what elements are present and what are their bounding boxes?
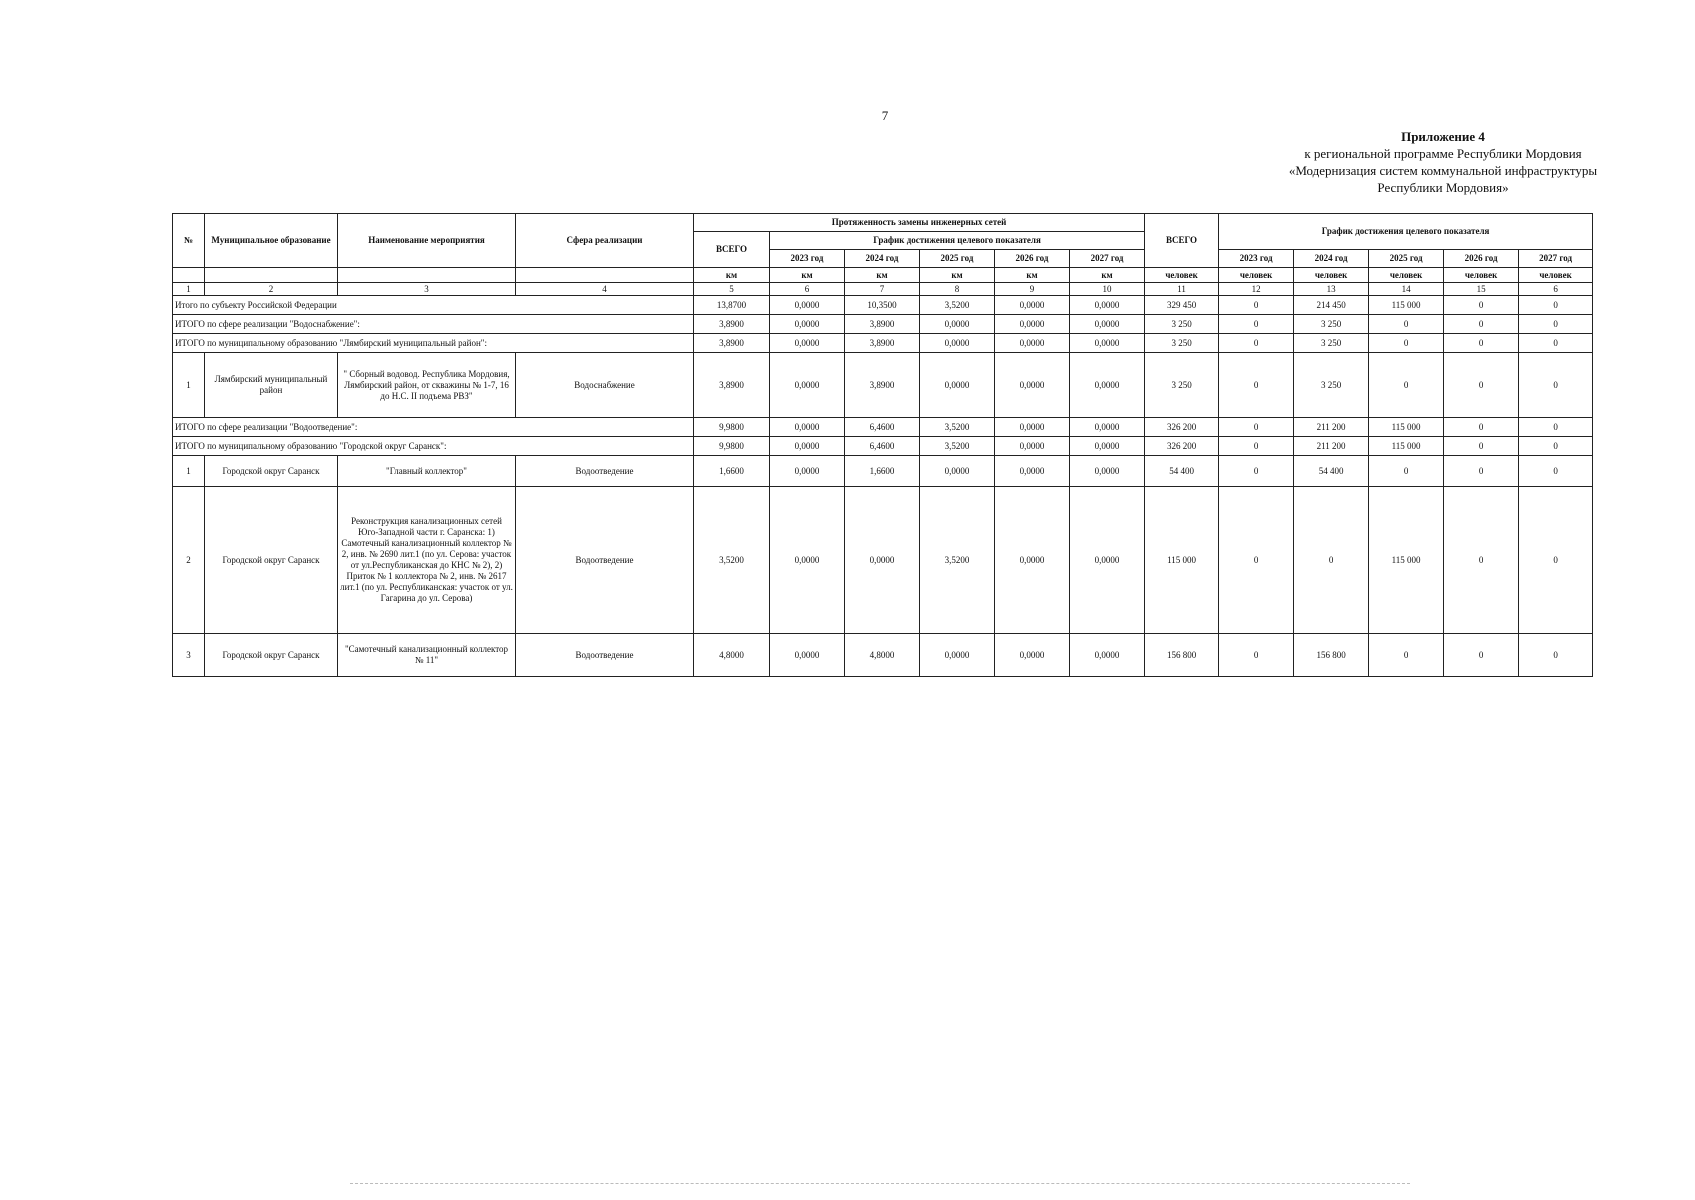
value-cell: 0 <box>1444 353 1519 418</box>
value-cell: 0,0000 <box>995 334 1070 353</box>
header-km-year: 2024 год <box>845 250 920 268</box>
unit-km: км <box>1070 268 1145 283</box>
value-cell: 0 <box>1519 437 1593 456</box>
value-cell: 115 000 <box>1369 296 1444 315</box>
units-blank <box>338 268 516 283</box>
value-cell: 0 <box>1219 353 1294 418</box>
value-cell: 54 400 <box>1294 456 1369 487</box>
value-cell: 6,4600 <box>845 418 920 437</box>
value-cell: 326 200 <box>1145 418 1219 437</box>
value-cell: 0,0000 <box>1070 296 1145 315</box>
value-cell: 0,0000 <box>770 334 845 353</box>
value-cell: 0 <box>1519 487 1593 634</box>
value-cell: 1,6600 <box>845 456 920 487</box>
unit-people: человек <box>1145 268 1219 283</box>
value-cell: 0,0000 <box>920 334 995 353</box>
event-cell: Реконструкция канализационных сетей Юго-Западной части г. Саранска: 1) Самотечный канализационный коллектор № 2, инв. № 2690 лит.1 (по ул. Серова: участок от ул.Республиканская до КНС № 2), 2) Приток № 1 коллектора № 2, инв. № 2617 лит.1 (по ул. Республиканская: участок от ул. Гагарина до ул. Серова) <box>338 487 516 634</box>
unit-people: человек <box>1369 268 1444 283</box>
event-cell: "Главный коллектор" <box>338 456 516 487</box>
appendix-line-2: «Модернизация систем коммунальной инфраструктуры <box>1288 163 1598 178</box>
value-cell: 4,8000 <box>845 634 920 677</box>
summary-label: ИТОГО по сфере реализации "Водоснабжение": <box>173 315 694 334</box>
value-cell: 115 000 <box>1369 487 1444 634</box>
value-cell: 0,0000 <box>920 456 995 487</box>
value-cell: 0 <box>1444 456 1519 487</box>
column-number: 12 <box>1219 283 1294 296</box>
value-cell: 3 250 <box>1145 353 1219 418</box>
table-row <box>173 353 1593 418</box>
units-blank <box>516 268 694 283</box>
value-cell: 0,0000 <box>1070 634 1145 677</box>
municipality-cell: Городской округ Саранск <box>205 456 338 487</box>
unit-km: км <box>694 268 770 283</box>
value-cell: 3,8900 <box>694 353 770 418</box>
column-number: 3 <box>338 283 516 296</box>
column-number: 8 <box>920 283 995 296</box>
value-cell: 0,0000 <box>1070 353 1145 418</box>
scan-artifact-line <box>350 1183 1410 1184</box>
appendix-line-3: Республики Мордовия» <box>1377 180 1509 195</box>
summary-row <box>173 315 1593 334</box>
value-cell: 211 200 <box>1294 418 1369 437</box>
value-cell: 0,0000 <box>1070 418 1145 437</box>
sphere-cell: Водоснабжение <box>516 353 694 418</box>
appendix-title: Приложение 4 <box>1401 129 1485 144</box>
value-cell: 0 <box>1519 334 1593 353</box>
column-number: 15 <box>1444 283 1519 296</box>
summary-label: ИТОГО по сфере реализации "Водоотведение": <box>173 418 694 437</box>
header-people-year: 2027 год <box>1519 250 1593 268</box>
value-cell: 3,8900 <box>694 334 770 353</box>
summary-label: ИТОГО по муниципальному образованию "Городской округ Саранск": <box>173 437 694 456</box>
header-people-total: ВСЕГО <box>1145 214 1219 268</box>
appendix-header <box>1243 128 1643 196</box>
summary-label: ИТОГО по муниципальному образованию "Лямбирский муниципальный район": <box>173 334 694 353</box>
header-people-year: 2023 год <box>1219 250 1294 268</box>
value-cell: 0,0000 <box>995 634 1070 677</box>
header-km-year: 2026 год <box>995 250 1070 268</box>
column-number: 6 <box>1519 283 1593 296</box>
value-cell: 0 <box>1519 315 1593 334</box>
value-cell: 0,0000 <box>995 418 1070 437</box>
event-cell: " Сборный водовод. Республика Мордовия, Лямбирский район, от скважины № 1-7, 16 до Н.С. II подъема РВЗ" <box>338 353 516 418</box>
value-cell: 3,8900 <box>845 334 920 353</box>
event-cell: "Самотечный канализационный коллектор № 11" <box>338 634 516 677</box>
header-people-year: 2026 год <box>1444 250 1519 268</box>
column-number: 4 <box>516 283 694 296</box>
value-cell: 0 <box>1444 315 1519 334</box>
value-cell: 0,0000 <box>1070 334 1145 353</box>
value-cell: 3,5200 <box>920 437 995 456</box>
municipality-cell: Городской округ Саранск <box>205 487 338 634</box>
value-cell: 0 <box>1219 315 1294 334</box>
value-cell: 0,0000 <box>1070 437 1145 456</box>
row-number: 2 <box>173 487 205 634</box>
column-number: 7 <box>845 283 920 296</box>
column-number: 6 <box>770 283 845 296</box>
page-number: 7 <box>881 108 889 123</box>
value-cell: 9,9800 <box>694 418 770 437</box>
value-cell: 214 450 <box>1294 296 1369 315</box>
summary-row <box>173 437 1593 456</box>
value-cell: 0,0000 <box>770 456 845 487</box>
summary-row <box>173 296 1593 315</box>
summary-row <box>173 418 1593 437</box>
value-cell: 0,0000 <box>995 437 1070 456</box>
unit-people: человек <box>1519 268 1593 283</box>
column-number: 9 <box>995 283 1070 296</box>
header-num: № <box>173 214 205 268</box>
value-cell: 0,0000 <box>995 296 1070 315</box>
value-cell: 0 <box>1444 437 1519 456</box>
value-cell: 0 <box>1444 296 1519 315</box>
value-cell: 13,8700 <box>694 296 770 315</box>
value-cell: 9,9800 <box>694 437 770 456</box>
value-cell: 0,0000 <box>770 634 845 677</box>
value-cell: 0,0000 <box>920 353 995 418</box>
sphere-cell: Водоотведение <box>516 456 694 487</box>
value-cell: 0,0000 <box>845 487 920 634</box>
value-cell: 211 200 <box>1294 437 1369 456</box>
header-row-1 <box>173 214 1593 232</box>
sphere-cell: Водоотведение <box>516 487 694 634</box>
value-cell: 0 <box>1444 334 1519 353</box>
appendix-line-1: к региональной программе Республики Мордовия <box>1304 146 1582 161</box>
value-cell: 0 <box>1369 456 1444 487</box>
value-cell: 3 250 <box>1145 334 1219 353</box>
value-cell: 0 <box>1519 353 1593 418</box>
header-people-year: 2025 год <box>1369 250 1444 268</box>
unit-km: км <box>995 268 1070 283</box>
value-cell: 0,0000 <box>770 315 845 334</box>
value-cell: 115 000 <box>1369 418 1444 437</box>
value-cell: 0 <box>1519 634 1593 677</box>
unit-people: человек <box>1294 268 1369 283</box>
value-cell: 3 250 <box>1294 334 1369 353</box>
column-number: 10 <box>1070 283 1145 296</box>
unit-people: человек <box>1444 268 1519 283</box>
unit-km: км <box>770 268 845 283</box>
value-cell: 0 <box>1444 634 1519 677</box>
value-cell: 0,0000 <box>995 315 1070 334</box>
column-number: 2 <box>205 283 338 296</box>
value-cell: 0,0000 <box>770 296 845 315</box>
value-cell: 0,0000 <box>995 353 1070 418</box>
units-row <box>173 268 1593 283</box>
value-cell: 0,0000 <box>770 487 845 634</box>
value-cell: 0,0000 <box>920 315 995 334</box>
value-cell: 3,5200 <box>920 296 995 315</box>
value-cell: 0,0000 <box>770 353 845 418</box>
program-table <box>172 213 1593 677</box>
value-cell: 3,8900 <box>845 315 920 334</box>
municipality-cell: Лямбирский муниципальный район <box>205 353 338 418</box>
summary-row <box>173 334 1593 353</box>
value-cell: 0 <box>1219 456 1294 487</box>
value-cell: 3,5200 <box>694 487 770 634</box>
table-row <box>173 487 1593 634</box>
value-cell: 326 200 <box>1145 437 1219 456</box>
header-length-group: Протяженность замены инженерных сетей <box>694 214 1145 232</box>
value-cell: 3,8900 <box>694 315 770 334</box>
value-cell: 0 <box>1369 353 1444 418</box>
header-km-year: 2027 год <box>1070 250 1145 268</box>
value-cell: 156 800 <box>1145 634 1219 677</box>
value-cell: 0 <box>1219 487 1294 634</box>
units-blank <box>205 268 338 283</box>
row-number: 1 <box>173 456 205 487</box>
value-cell: 10,3500 <box>845 296 920 315</box>
value-cell: 0 <box>1219 418 1294 437</box>
value-cell: 115 000 <box>1369 437 1444 456</box>
value-cell: 0,0000 <box>920 634 995 677</box>
value-cell: 0,0000 <box>1070 315 1145 334</box>
header-people-schedule: График достижения целевого показателя <box>1219 214 1593 250</box>
value-cell: 0,0000 <box>1070 456 1145 487</box>
value-cell: 3,5200 <box>920 487 995 634</box>
column-number: 11 <box>1145 283 1219 296</box>
header-km-schedule: График достижения целевого показателя <box>770 232 1145 250</box>
value-cell: 329 450 <box>1145 296 1219 315</box>
unit-km: км <box>845 268 920 283</box>
value-cell: 0 <box>1369 315 1444 334</box>
table-row <box>173 456 1593 487</box>
value-cell: 1,6600 <box>694 456 770 487</box>
unit-people: человек <box>1219 268 1294 283</box>
value-cell: 0 <box>1519 418 1593 437</box>
sphere-cell: Водоотведение <box>516 634 694 677</box>
value-cell: 0,0000 <box>770 418 845 437</box>
value-cell: 54 400 <box>1145 456 1219 487</box>
row-number: 3 <box>173 634 205 677</box>
value-cell: 3,5200 <box>920 418 995 437</box>
header-event: Наименование мероприятия <box>338 214 516 268</box>
header-municipality: Муниципальное образование <box>205 214 338 268</box>
value-cell: 0,0000 <box>995 456 1070 487</box>
row-number: 1 <box>173 353 205 418</box>
header-km-year: 2025 год <box>920 250 995 268</box>
municipality-cell: Городской округ Саранск <box>205 634 338 677</box>
column-numbers-row <box>173 283 1593 296</box>
value-cell: 0 <box>1219 334 1294 353</box>
units-blank <box>173 268 205 283</box>
value-cell: 3,8900 <box>845 353 920 418</box>
value-cell: 6,4600 <box>845 437 920 456</box>
value-cell: 0 <box>1444 418 1519 437</box>
value-cell: 0,0000 <box>770 437 845 456</box>
header-km-year: 2023 год <box>770 250 845 268</box>
value-cell: 3 250 <box>1294 315 1369 334</box>
value-cell: 0 <box>1219 634 1294 677</box>
value-cell: 0 <box>1219 296 1294 315</box>
header-km-total: ВСЕГО <box>694 232 770 268</box>
value-cell: 3 250 <box>1145 315 1219 334</box>
value-cell: 0 <box>1294 487 1369 634</box>
summary-label: Итого по субъекту Российской Федерации <box>173 296 694 315</box>
value-cell: 115 000 <box>1145 487 1219 634</box>
value-cell: 0 <box>1519 456 1593 487</box>
value-cell: 156 800 <box>1294 634 1369 677</box>
header-sphere: Сфера реализации <box>516 214 694 268</box>
value-cell: 0 <box>1369 334 1444 353</box>
column-number: 5 <box>694 283 770 296</box>
column-number: 13 <box>1294 283 1369 296</box>
value-cell: 0 <box>1519 296 1593 315</box>
table-row <box>173 634 1593 677</box>
value-cell: 4,8000 <box>694 634 770 677</box>
unit-km: км <box>920 268 995 283</box>
value-cell: 0 <box>1369 634 1444 677</box>
value-cell: 0 <box>1219 437 1294 456</box>
column-number: 14 <box>1369 283 1444 296</box>
header-people-year: 2024 год <box>1294 250 1369 268</box>
value-cell: 0 <box>1444 487 1519 634</box>
value-cell: 3 250 <box>1294 353 1369 418</box>
column-number: 1 <box>173 283 205 296</box>
value-cell: 0,0000 <box>995 487 1070 634</box>
value-cell: 0,0000 <box>1070 487 1145 634</box>
